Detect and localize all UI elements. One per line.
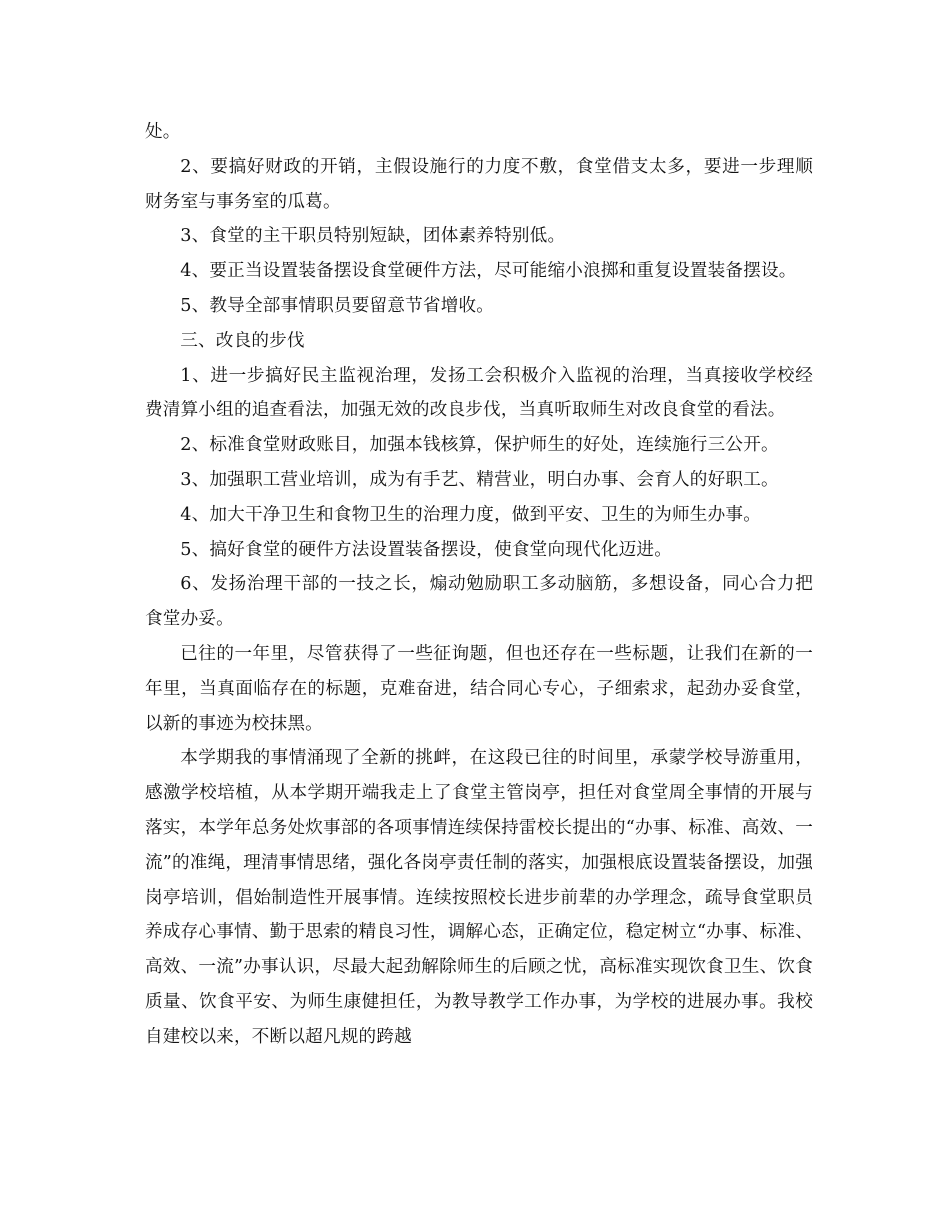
document-body [145,115,813,1055]
measure-item-1: 1、进一步搞好民主监视治理，发扬工会积极介入监视的治理，当真接收学校经费清算小组的追查看法，加强无效的改良步伐，当真听取师生对改良食堂的看法。 [145,365,813,421]
paragraph-semester-report: 本学期我的事情涌现了全新的挑衅，在这段已往的时间里，承蒙学校导游重用，感激学校培植，从本学期开端我走上了食堂主管岗亭，担任对食堂周全事情的开展与落实，本学年总务处炊事部的各项事情连续保持雷校长提出的“办事、标准、高效、一流”的准绳，理清事情思绪，强化各岗亭责任制的落实，加强根底设置装备摆设，加强岗亭培训，倡始制造性开展事情。连续按照校长进步前辈的办学理念，疏导食堂职员养成存心事情、勤于思索的精良习性，调解心态，正确定位，稳定树立“办事、标准、高效、一流”办事认识，尽最大起劲解除师生的后顾之忧，高标准实现饮食卫生、饮食质量、饮食平安、为师生康健担任，为教导教学工作办事，为学校的进展办事。我校自建校以来，不断以超凡规的跨越 [145,748,813,1047]
paragraph-item-5-savings: 5、教导全部事情职员要留意节省增收。 [180,295,495,316]
paragraph-item-2-finance: 2、要搞好财政的开销，主假设施行的力度不敷，食堂借支太多，要进一步理顺财务室与事务室的瓜葛。 [145,156,813,212]
measure-item-6: 6、发扬治理干部的一技之长，煽动勉励职工多动脑筋，多想设备，同心合力把食堂办妥。 [145,574,813,630]
measure-item-2: 2、标准食堂财政账目，加强本钱核算，保护师生的好处，连续施行三公开。 [180,435,779,456]
measure-item-3: 3、加强职工营业培训，成为有手艺、精营业，明白办事、会育人的好职工。 [180,469,779,490]
paragraph-year-summary: 已往的一年里，尽管获得了一些征询题，但也还存在一些标题，让我们在新的一年里，当真面临存在的标题，克难奋进，结合同心专心，子细索求，起劲办妥食堂，以新的事迹为校抹黑。 [145,643,813,734]
paragraph-item-3-staff: 3、食堂的主干职员特别短缺，团体素养特别低。 [180,226,566,247]
paragraph-item-4-hardware: 4、要正当设置装备摆设食堂硬件方法，尽可能缩小浪掷和重复设置装备摆设。 [180,261,797,282]
section-heading-improvement-measures: 三、改良的步伐 [180,330,305,351]
measure-item-5: 5、搞好食堂的硬件方法设置装备摆设，使食堂向现代化迈进。 [180,539,673,560]
measure-item-4: 4、加大干净卫生和食物卫生的治理力度，做到平安、卫生的为师生办事。 [180,504,761,525]
paragraph-continuation: 处。 [145,122,181,142]
